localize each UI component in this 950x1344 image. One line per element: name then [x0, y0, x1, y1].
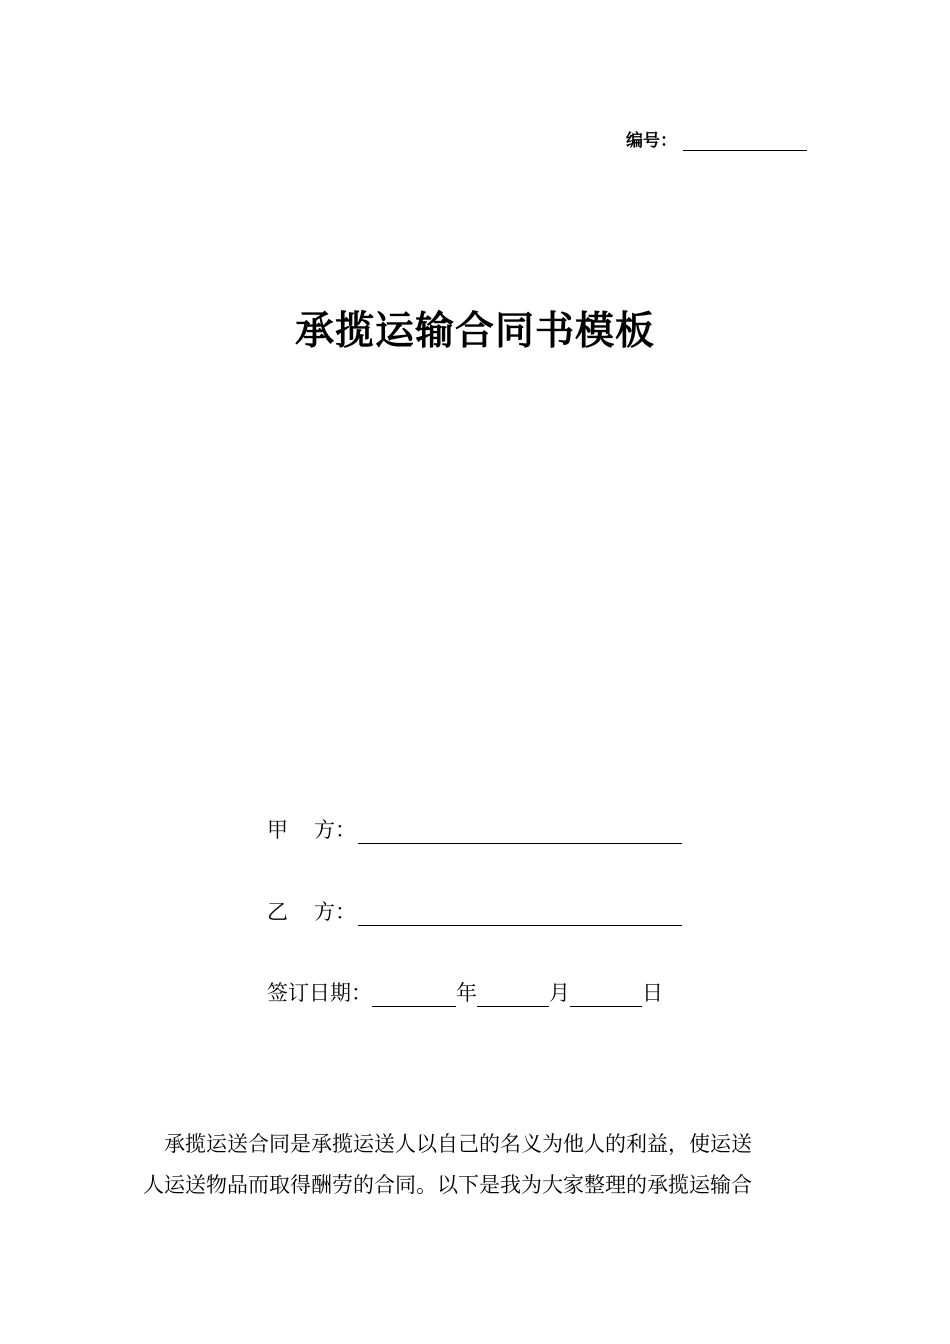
party-a-blank[interactable] — [358, 823, 682, 844]
contract-number-row — [626, 126, 807, 151]
year-label: 年 — [456, 981, 477, 1005]
party-b-label-char2: 方： — [314, 900, 356, 924]
intro-paragraph — [143, 1124, 807, 1206]
day-blank[interactable] — [570, 986, 642, 1007]
month-label: 月 — [549, 981, 570, 1005]
document-title: 承揽运输合同书模板 — [294, 308, 655, 354]
party-a-row — [267, 814, 682, 844]
sign-date-row — [267, 977, 663, 1007]
party-b-label-char1: 乙 — [267, 900, 288, 924]
party-b-blank[interactable] — [358, 905, 682, 926]
sign-date-label: 签订日期： — [267, 981, 372, 1005]
party-a-label-char1: 甲 — [267, 818, 288, 842]
contract-number-label: 编号： — [626, 131, 677, 151]
day-label: 日 — [642, 981, 663, 1005]
month-blank[interactable] — [477, 986, 549, 1007]
contract-number-blank[interactable] — [683, 134, 807, 151]
party-a-label-char2: 方： — [314, 818, 356, 842]
intro-line-2: 人运送物品而取得酬劳的合同。以下是我为大家整理的承揽运输合 — [143, 1173, 752, 1197]
intro-line-1: 承揽运送合同是承揽运送人以自己的名义为他人的利益，使运送 — [164, 1132, 752, 1156]
party-b-row — [267, 896, 682, 926]
year-blank[interactable] — [372, 986, 456, 1007]
